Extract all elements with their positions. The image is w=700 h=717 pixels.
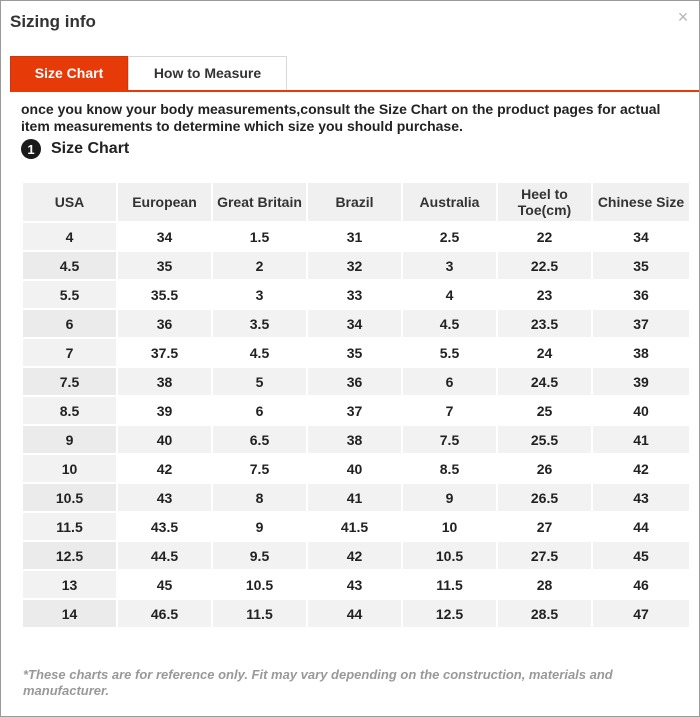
table-row: [23, 600, 689, 627]
table-cell: 14: [23, 600, 116, 627]
table-cell: 35: [118, 252, 211, 279]
table-cell: 12.5: [403, 600, 496, 627]
section-title: Size Chart: [51, 140, 130, 157]
table-cell: 38: [118, 368, 211, 395]
table-cell: 6: [403, 368, 496, 395]
table-cell: 22.5: [498, 252, 591, 279]
table-cell: 37.5: [118, 339, 211, 366]
table-cell: 27.5: [498, 542, 591, 569]
table-cell: 42: [593, 455, 689, 482]
tab-size-chart[interactable]: Size Chart: [10, 56, 128, 91]
table-body: [23, 223, 689, 627]
table-cell: 43: [118, 484, 211, 511]
table-row: [23, 484, 689, 511]
table-cell: 6: [23, 310, 116, 337]
section-heading: [21, 139, 129, 159]
table-cell: 4.5: [23, 252, 116, 279]
table-cell: 3: [403, 252, 496, 279]
table-cell: 6: [213, 397, 306, 424]
table-cell: 44.5: [118, 542, 211, 569]
table-cell: 26.5: [498, 484, 591, 511]
table-cell: 44: [308, 600, 401, 627]
table-cell: 13: [23, 571, 116, 598]
table-cell: 7: [23, 339, 116, 366]
table-cell: 8: [213, 484, 306, 511]
table-cell: 7: [403, 397, 496, 424]
table-cell: 41.5: [308, 513, 401, 540]
header-chinese-size: Chinese Size: [593, 183, 689, 221]
table-cell: 42: [118, 455, 211, 482]
table-cell: 32: [308, 252, 401, 279]
table-cell: 2: [213, 252, 306, 279]
table-cell: 9: [213, 513, 306, 540]
header-heel-to-toe: Heel to Toe(cm): [498, 183, 591, 221]
table-cell: 28: [498, 571, 591, 598]
table-cell: 47: [593, 600, 689, 627]
table-cell: 28.5: [498, 600, 591, 627]
header-brazil: Brazil: [308, 183, 401, 221]
table-cell: 34: [118, 223, 211, 250]
table-cell: 34: [593, 223, 689, 250]
table-cell: 37: [593, 310, 689, 337]
table-cell: 12.5: [23, 542, 116, 569]
tab-how-to-measure[interactable]: How to Measure: [128, 56, 287, 90]
table-cell: 5: [213, 368, 306, 395]
table-cell: 10: [23, 455, 116, 482]
table-cell: 26: [498, 455, 591, 482]
table-cell: 35.5: [118, 281, 211, 308]
table-cell: 42: [308, 542, 401, 569]
footnote: *These charts are for reference only. Fit may vary depending on the construction, materials and manufacturer.: [23, 667, 613, 698]
table-cell: 35: [308, 339, 401, 366]
table-row: [23, 455, 689, 482]
table-cell: 24: [498, 339, 591, 366]
table-cell: 3.5: [213, 310, 306, 337]
table-cell: 24.5: [498, 368, 591, 395]
table-cell: 43: [593, 484, 689, 511]
table-cell: 46: [593, 571, 689, 598]
step-number-badge: 1: [21, 139, 41, 159]
table-cell: 25.5: [498, 426, 591, 453]
table-cell: 4: [403, 281, 496, 308]
table-row: [23, 223, 689, 250]
table-cell: 5.5: [23, 281, 116, 308]
table-cell: 41: [308, 484, 401, 511]
table-cell: 7.5: [403, 426, 496, 453]
table-cell: 1.5: [213, 223, 306, 250]
table-cell: 43.5: [118, 513, 211, 540]
table-cell: 10.5: [213, 571, 306, 598]
table-cell: 38: [593, 339, 689, 366]
table-row: [23, 310, 689, 337]
size-chart-table: [21, 181, 691, 629]
table-cell: 35: [593, 252, 689, 279]
table-cell: 5.5: [403, 339, 496, 366]
table-cell: 9.5: [213, 542, 306, 569]
table-row: [23, 571, 689, 598]
table-cell: 11.5: [213, 600, 306, 627]
table-row: [23, 252, 689, 279]
table-cell: 46.5: [118, 600, 211, 627]
table-cell: 36: [308, 368, 401, 395]
table-cell: 23.5: [498, 310, 591, 337]
dialog-title: Sizing info: [10, 12, 96, 31]
table-cell: 44: [593, 513, 689, 540]
table-cell: 33: [308, 281, 401, 308]
table-cell: 9: [23, 426, 116, 453]
table-cell: 34: [308, 310, 401, 337]
tab-underline: [10, 90, 699, 92]
table-cell: 36: [593, 281, 689, 308]
header-great-britain: Great Britain: [213, 183, 306, 221]
table-row: [23, 513, 689, 540]
table-cell: 11.5: [403, 571, 496, 598]
tab-bar: [10, 56, 287, 91]
table-cell: 27: [498, 513, 591, 540]
table-cell: 38: [308, 426, 401, 453]
table-cell: 8.5: [403, 455, 496, 482]
table-row: [23, 426, 689, 453]
table-row: [23, 542, 689, 569]
table-cell: 39: [593, 368, 689, 395]
table-cell: 4.5: [213, 339, 306, 366]
table-cell: 6.5: [213, 426, 306, 453]
table-row: [23, 397, 689, 424]
table-cell: 39: [118, 397, 211, 424]
table-cell: 2.5: [403, 223, 496, 250]
table-cell: 40: [593, 397, 689, 424]
table-cell: 25: [498, 397, 591, 424]
table-row: [23, 281, 689, 308]
table-cell: 40: [308, 455, 401, 482]
table-cell: 31: [308, 223, 401, 250]
table-cell: 43: [308, 571, 401, 598]
table-cell: 7.5: [23, 368, 116, 395]
table-cell: 23: [498, 281, 591, 308]
table-cell: 10.5: [403, 542, 496, 569]
table-cell: 40: [118, 426, 211, 453]
table-cell: 11.5: [23, 513, 116, 540]
table-cell: 4.5: [403, 310, 496, 337]
table-cell: 37: [308, 397, 401, 424]
table-cell: 4: [23, 223, 116, 250]
close-icon[interactable]: ×: [677, 7, 689, 27]
table-cell: 45: [118, 571, 211, 598]
table-cell: 45: [593, 542, 689, 569]
table-cell: 36: [118, 310, 211, 337]
header-european: European: [118, 183, 211, 221]
table-row: [23, 339, 689, 366]
header-usa: USA: [23, 183, 116, 221]
table-row: [23, 368, 689, 395]
intro-text: once you know your body measurements,consult the Size Chart on the product pages for actual item measurements to determine which size you should purchase.: [21, 101, 661, 134]
table-cell: 10.5: [23, 484, 116, 511]
table-cell: 3: [213, 281, 306, 308]
table-header-row: [23, 183, 689, 221]
table-cell: 10: [403, 513, 496, 540]
table-cell: 8.5: [23, 397, 116, 424]
table-cell: 7.5: [213, 455, 306, 482]
table-cell: 22: [498, 223, 591, 250]
table-cell: 41: [593, 426, 689, 453]
header-australia: Australia: [403, 183, 496, 221]
table-cell: 9: [403, 484, 496, 511]
